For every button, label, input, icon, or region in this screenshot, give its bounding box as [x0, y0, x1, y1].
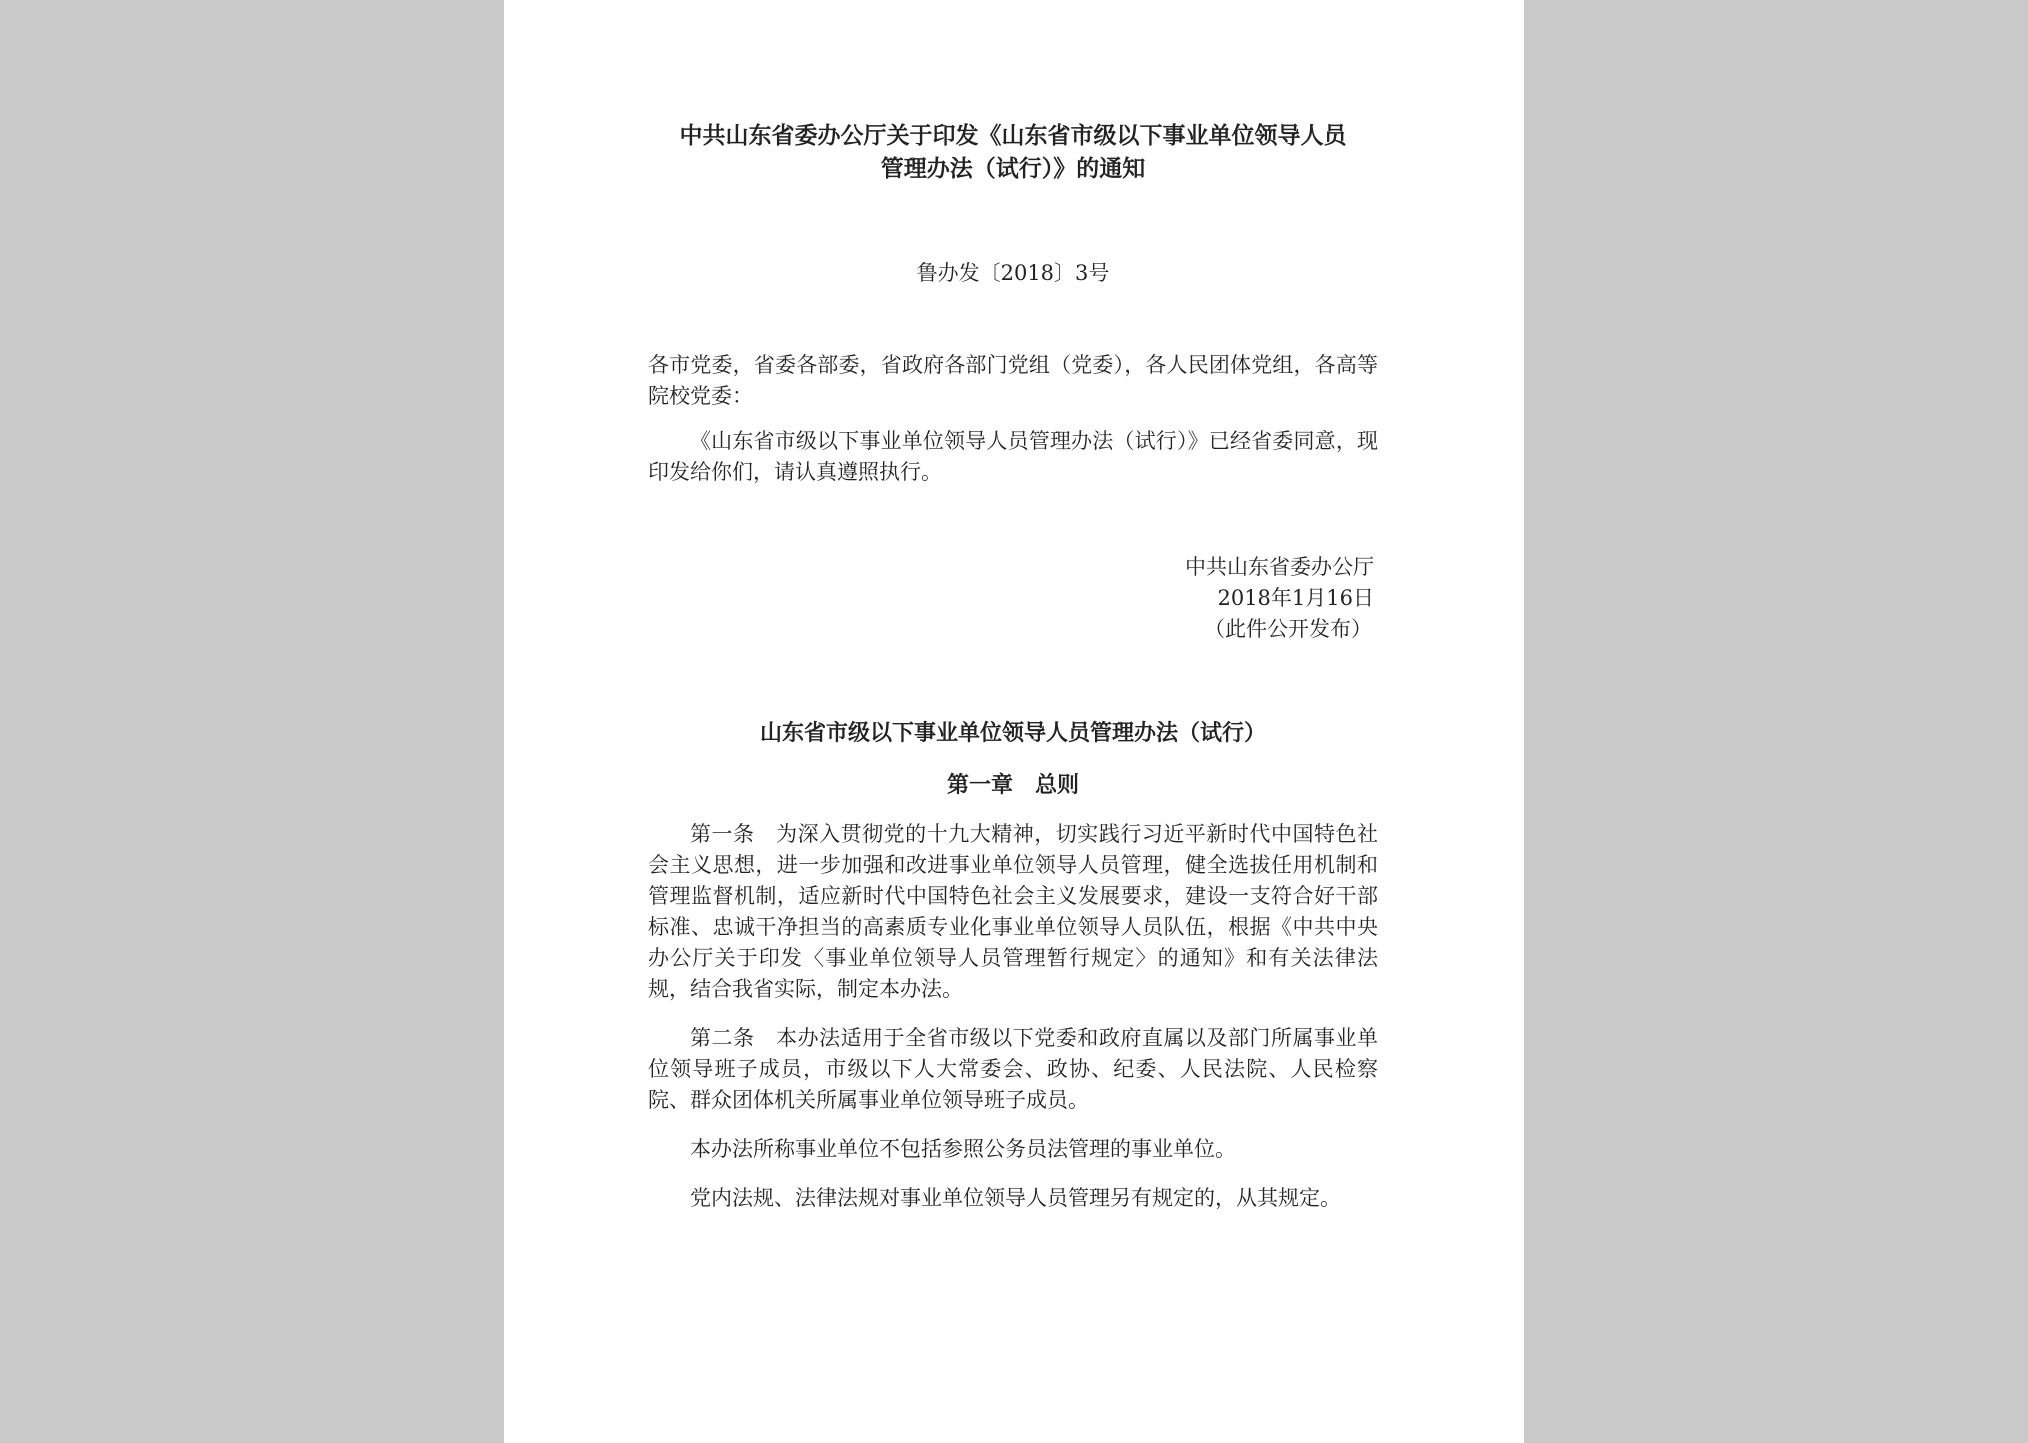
article-2-text: 本办法适用于全省市级以下党委和政府直属以及部门所属事业单位领导班子成员，市级以下人大常委会、政协、纪委、人民法院、人民检察院、群众团体机关所属事业单位领导班子成员。 [648, 1026, 1379, 1112]
signature-org: 中共山东省委办公厅 [1185, 555, 1374, 579]
document-page [504, 0, 1524, 1443]
signature-block [648, 552, 1378, 645]
article-1 [648, 819, 1378, 1005]
article-1-label: 第一条 [690, 822, 777, 846]
publication-note: （此件公开发布） [1204, 617, 1372, 641]
addressee: 各市党委，省委各部委，省政府各部门党组（党委），各人民团体党组，各高等院校党委： [648, 353, 1378, 408]
document-number: 鲁办发〔2018〕3号 [916, 261, 1110, 285]
chapter-title: 第一章 总则 [946, 773, 1079, 798]
notice-title [648, 120, 1378, 186]
notice-title-line-2: 管理办法（试行）》的通知 [880, 156, 1146, 182]
signature-date: 2018年1月16日 [1217, 586, 1374, 610]
intro-paragraph: 《山东省市级以下事业单位领导人员管理办法（试行）》已经省委同意，现印发给你们，请认真遵照执行。 [648, 429, 1378, 484]
measures-title: 山东省市级以下事业单位领导人员管理办法（试行） [759, 721, 1266, 746]
article-1-text: 为深入贯彻党的十九大精神，切实践行习近平新时代中国特色社会主义思想，进一步加强和改进事业单位领导人员管理，健全选拔任用机制和管理监督机制，适应新时代中国特色社会主义发展要求，建设一支符合好干部标准、忠诚干净担当的高素质专业化事业单位领导人员队伍，根据《中共中央办公厅关于印发〈事业单位领导人员管理暂行规定〉的通知》和有关法律法规，结合我省实际，制定本办法。 [648, 822, 1379, 1001]
article-2 [648, 1023, 1378, 1116]
notice-title-line-1: 中共山东省委办公厅关于印发《山东省市级以下事业单位领导人员 [679, 123, 1347, 149]
article-2-label: 第二条 [690, 1026, 777, 1050]
article-2-paragraph-3: 党内法规、法律法规对事业单位领导人员管理另有规定的，从其规定。 [690, 1186, 1341, 1210]
article-2-paragraph-2: 本办法所称事业单位不包括参照公务员法管理的事业单位。 [690, 1137, 1236, 1161]
